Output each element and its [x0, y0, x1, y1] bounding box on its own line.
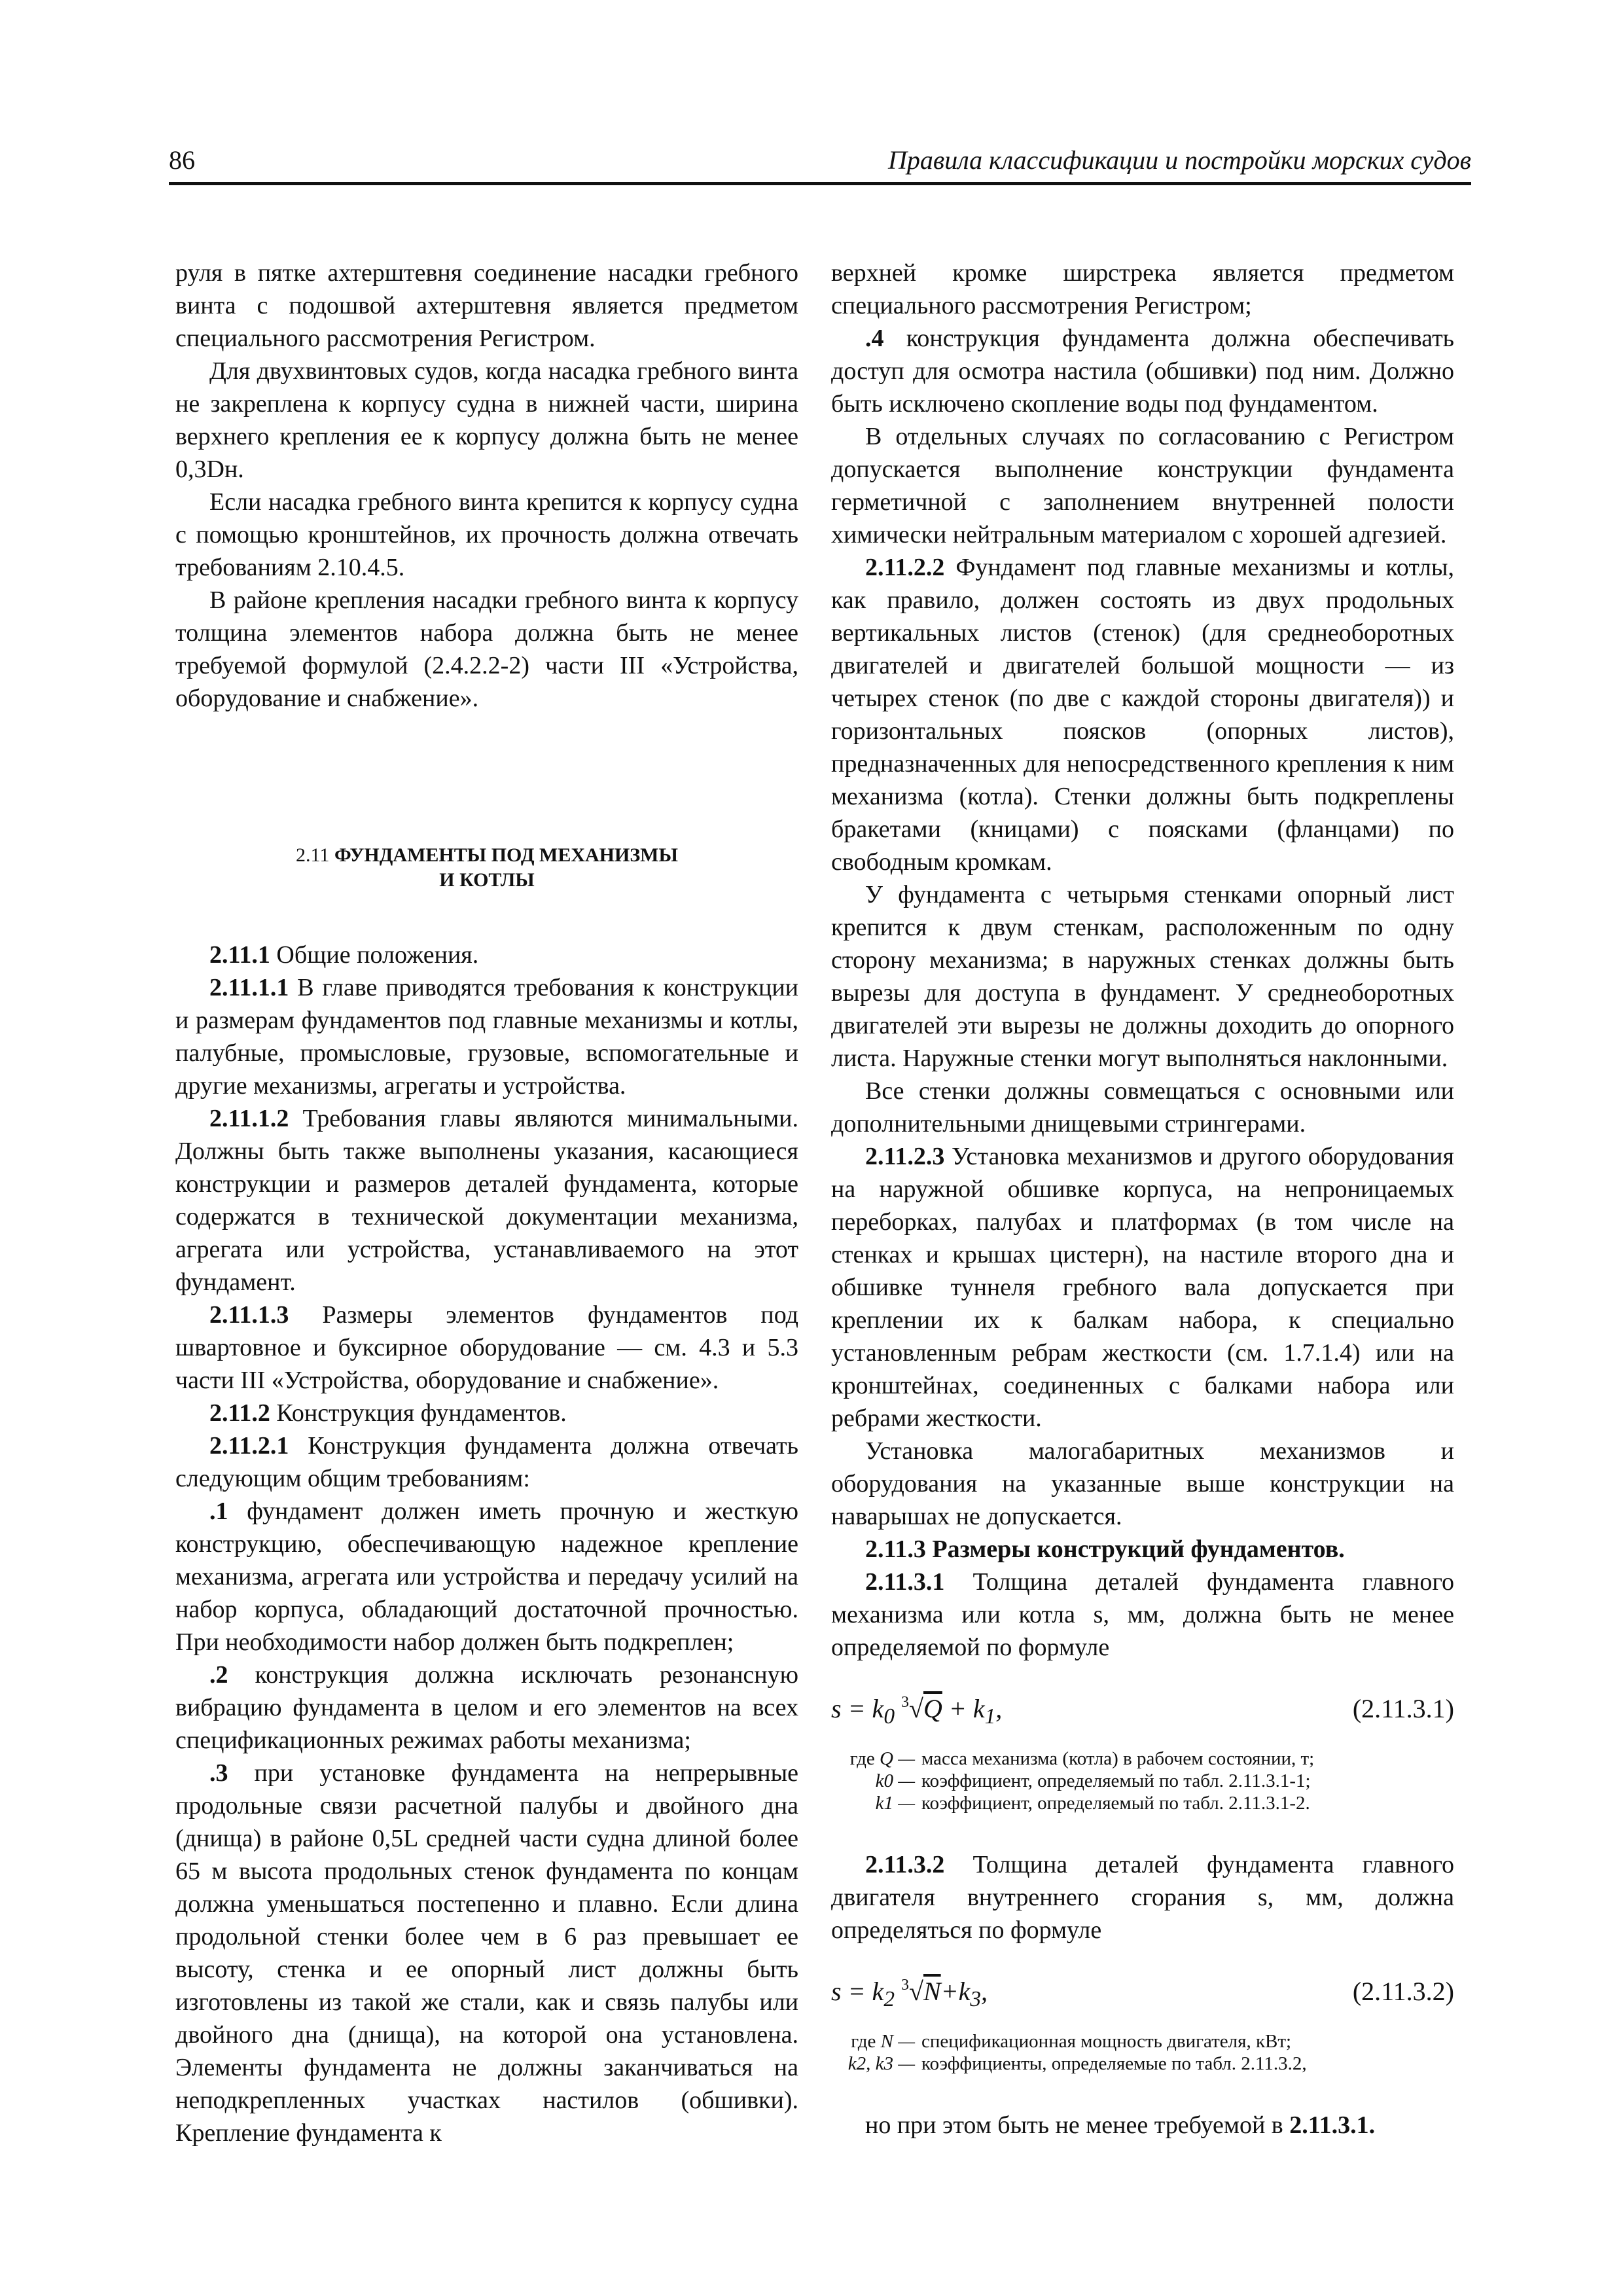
formula-lhs: s = k — [831, 1977, 884, 2006]
paragraph: верхней кромке ширстрека является предметом специального рассмотрения Регистром; — [831, 259, 1454, 319]
clause-number: 2.11.1.1 — [209, 974, 289, 1001]
item-number: .2 — [209, 1661, 228, 1689]
clause — [831, 1140, 1454, 1435]
item-text: конструкция должна исключать резонансную вибрацию фундамента в целом и его элементов на всех спецификационных режимах работы механизма; — [175, 1661, 799, 1754]
section-number: 2.11 — [296, 844, 330, 866]
formula-tail: , — [995, 1694, 1003, 1723]
paragraph: руля в пятке ахтерштевня соединение насадки гребного винта с подошвой ахтерштевня является предметом специального рассмотрения Регистром. — [175, 259, 798, 352]
clause-number: 2.11.3.1 — [865, 1568, 945, 1596]
subsection-heading — [175, 1397, 798, 1429]
formula-term: + k — [948, 1694, 985, 1723]
item-number: .4 — [865, 325, 884, 352]
clause-text: Толщина деталей фундамента главного механизма или котла s, мм, должна быть не менее определяемой по формуле — [831, 1568, 1454, 1661]
clause-number: 2.11.1 — [209, 941, 270, 969]
item-number: .3 — [209, 1759, 228, 1787]
where-label: где — [849, 1748, 875, 1769]
clause-text: Фундамент под главные механизмы и котлы, как правило, должен состоять из двух продольных вертикальных листов (стенок) (для среднеоборотных двигателей и двигателей большой мощности — из четырех стенок (по две с каждой стороны двигателя)) и горизонтальных поясков (опорных листов), предназначенных для непосредственного крепления к ним механизма (котла). Стенки должны быть подкреплены бракетами (кницами) с поясками (фланцами) по свободным кромкам. — [831, 554, 1455, 876]
formula-number: (2.11.3.2) — [1352, 1977, 1454, 2006]
clause-text: Требования главы являются минимальными. Должны быть также выполнены указания, касающиеся конструкции и размеров деталей фундамента, которые содержатся в технической документации механизма, агрегата или устройства, устанавливаемого на этот фундамент. — [175, 1105, 799, 1296]
legend-symbol: k0 — — [875, 1770, 915, 1791]
list-item — [175, 1495, 798, 1659]
clause — [831, 1848, 1454, 1946]
clause-number: 2.11.3 — [865, 1535, 926, 1563]
formula-lhs: s = k — [831, 1694, 884, 1723]
clause-text: Размеры элементов фундаментов под швартовное и буксирное оборудование — см. 4.3 и 5.3 части III «Устройства, оборудование и снабжение». — [175, 1301, 799, 1394]
subsection-heading — [175, 939, 798, 971]
root-index: 3 — [901, 1694, 909, 1711]
legend-text: масса механизма (котла) в рабочем состоянии, т; — [921, 1748, 1315, 1769]
root-index: 3 — [901, 1977, 909, 1994]
formula-expression — [831, 1969, 988, 2016]
formula-2-11-3-2 — [831, 1969, 1454, 2016]
item-text: фундамент должен иметь прочную и жесткую конструкцию, обеспечивающую надежное крепление механизма, агрегата или устройства и передачу усилий на набор корпуса, обладающий достаточной прочностью. При необходимости набор должен быть подкреплен; — [175, 1498, 799, 1656]
cube-root: $^3$√N — [901, 1977, 941, 2006]
formula-term: +k — [940, 1977, 971, 2006]
legend-symbol: Q — — [880, 1748, 915, 1769]
left-column — [175, 257, 798, 2149]
clause-number: 2.11.2.1 — [209, 1432, 289, 1460]
formula-tail: , — [981, 1977, 988, 2006]
paragraph — [831, 2109, 1454, 2142]
clause-text: Установка механизмов и другого оборудования на наружной обшивке корпуса, на непроницаемых переборках, палубах и платформах (в том числе на стенках и крышах цистерн), на настиле второго дна и обшивке туннеля гребного вала допускается при креплении их к балкам набора, к специально установленным ребрам жесткости (см. 1.7.1.4) или на кронштейнах, соединенных с балками набора или ребрами жесткости. — [831, 1143, 1454, 1432]
section-heading — [175, 843, 798, 893]
formula-legend — [831, 2030, 1454, 2075]
list-item — [175, 1757, 798, 2149]
clause — [175, 1102, 798, 1299]
section-title-line2: И КОТЛЫ — [439, 869, 535, 891]
legend-text: коэффициент, определяемый по табл. 2.11.3.1-2. — [921, 1793, 1310, 1814]
paragraph: Все стенки должны совмещаться с основными или дополнительными днищевыми стрингерами. — [831, 1077, 1454, 1138]
paragraph: В отдельных случаях по согласованию с Регистром допускается выполнение конструкции фундамента герметичной с заполнением внутренней полости химически нейтральным материалом с хорошей адгезией. — [831, 423, 1454, 548]
formula-legend — [831, 1748, 1454, 1814]
formula-subscript: 3 — [970, 1987, 982, 2011]
formula-2-11-3-1 — [831, 1686, 1454, 1733]
page-header — [169, 143, 1471, 185]
formula-subscript: 1 — [984, 1704, 996, 1729]
final-reference: 2.11.3.1. — [1289, 2111, 1376, 2139]
paragraph: У фундамента с четырьмя стенками опорный лист крепится к двум стенкам, расположенным по одну сторону механизма; в наружных стенках должны быть вырезы для доступа в фундамент. У среднеоборотных двигателей эти вырезы не должны доходить до опорного листа. Наружные стенки могут выполняться наклонными. — [831, 881, 1454, 1072]
clause-text: Толщина деталей фундамента главного двигателя внутреннего сгорания s, мм, должна определяться по формуле — [831, 1851, 1454, 1944]
legend-text: коэффициент, определяемый по табл. 2.11.3.1-1; — [921, 1770, 1311, 1791]
clause-text: Конструкция фундамента должна отвечать следующим общим требованиям: — [175, 1432, 798, 1492]
radicand: N — [923, 1977, 941, 2006]
clause-number: 2.11.2 — [209, 1399, 270, 1427]
final-text: но при этом быть не менее требуемой в — [865, 2111, 1283, 2139]
section-title-line1: ФУНДАМЕНТЫ ПОД МЕХАНИЗМЫ — [334, 844, 678, 866]
clause — [175, 971, 798, 1102]
item-text: конструкция фундамента должна обеспечивать доступ для осмотра настила (обшивки) под ним. Должно быть исключено скопление воды под фундаментом. — [831, 325, 1455, 418]
subsection-title: Размеры конструкций фундаментов. — [932, 1535, 1345, 1563]
formula-number: (2.11.3.1) — [1352, 1694, 1454, 1723]
cube-root: $^3$√Q — [901, 1694, 942, 1723]
subsection-heading — [831, 1533, 1454, 1566]
clause-number: 2.11.2.3 — [865, 1143, 945, 1170]
clause — [175, 1299, 798, 1397]
legend-text: коэффициенты, определяемые по табл. 2.11.3.2, — [921, 2053, 1307, 2074]
clause-text: В главе приводятся требования к конструкции и размерам фундаментов под главные механизмы и котлы, палубные, промысловые, грузовые, вспомогательные и другие механизмы, агрегаты и устройства. — [175, 974, 799, 1100]
legend-symbol: k1 — — [875, 1793, 915, 1814]
legend-text: спецификационная мощность двигателя, кВт; — [921, 2031, 1292, 2052]
page-number: 86 — [169, 145, 195, 175]
list-item — [175, 1659, 798, 1757]
paragraph: Установка малогабаритных механизмов и оборудования на указанные выше конструкции на наварышах не допускается. — [831, 1437, 1454, 1530]
legend-symbol: k2, k3 — — [847, 2053, 915, 2074]
subsection-title: Конструкция фундаментов. — [276, 1399, 567, 1427]
right-column — [831, 257, 1454, 2142]
clause — [831, 1566, 1454, 1664]
paragraph: В районе крепления насадки гребного винта к корпусу толщина элементов набора должна быть не менее требуемой формулой (2.4.2.2-2) части III «Устройства, оборудование и снабжение». — [175, 586, 798, 712]
paragraph: Если насадка гребного винта крепится к корпусу судна с помощью кронштейнов, их прочность должна отвечать требованиям 2.10.4.5. — [175, 488, 798, 581]
clause-number: 2.11.1.3 — [209, 1301, 289, 1329]
clause-number: 2.11.1.2 — [209, 1105, 289, 1132]
list-item — [831, 322, 1454, 420]
where-label: где — [851, 2031, 876, 2052]
paragraph: Для двухвинтовых судов, когда насадка гребного винта не закреплена к корпусу судна в нижней части, ширина верхнего крепления ее к корпусу должна быть не менее 0,3Dн. — [175, 357, 798, 483]
clause-number: 2.11.3.2 — [865, 1851, 945, 1878]
item-text: при установке фундамента на непрерывные продольные связи расчетной палубы и двойного дна (днища) в районе 0,5L средней части судна длиной более 65 м высота продольных стенок фундамента по концам должна уменьшаться постепенно и плавно. Если длина продольной стенки более чем в 6 раз превышает ее высоту, стенка и ее опорный лист должны быть изготовлены из такой же стали, как и связь палубы или двойного дна (днища), на которой она установлена. Элементы фундамента не должны заканчиваться на неподкрепленных участках настилов (обшивки). Крепление фундамента к — [175, 1759, 798, 2147]
legend-symbol: N — — [880, 2031, 915, 2052]
subsection-title: Общие положения. — [276, 941, 479, 969]
running-title: Правила классификации и постройки морских судов — [887, 145, 1471, 175]
item-number: .1 — [209, 1498, 228, 1525]
formula-subscript: 0 — [883, 1704, 895, 1729]
formula-expression — [831, 1686, 1002, 1733]
clause — [175, 1429, 798, 1495]
clause-number: 2.11.2.2 — [865, 554, 945, 581]
radicand: Q — [923, 1694, 942, 1723]
clause — [831, 551, 1454, 878]
formula-subscript: 2 — [883, 1987, 895, 2011]
